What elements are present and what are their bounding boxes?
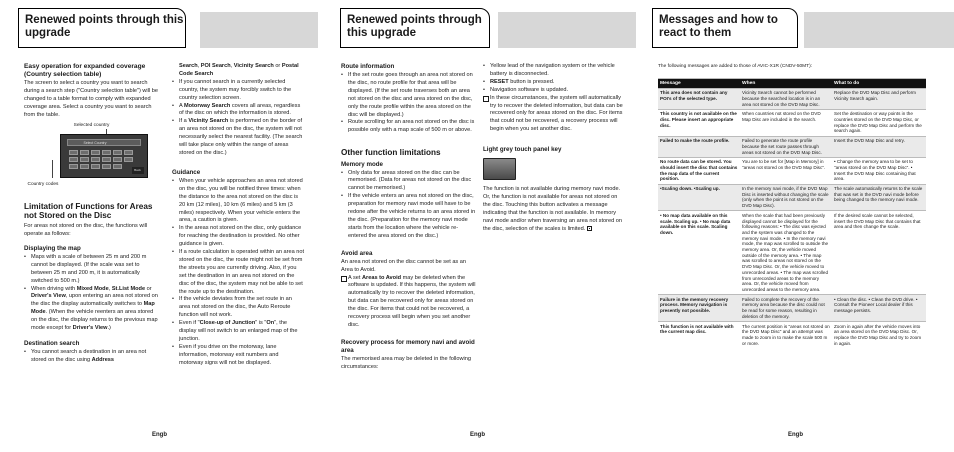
recovery-body: The memorised area may be deleted in the following circumstances: xyxy=(341,355,471,370)
cell-todo: Zoom in again after the vehicle moves into an area stored on the DVD Map Disc. Or, replace the DVD Map Disc and try to zoom in again. xyxy=(832,322,926,348)
memory-bullet-1: • Only data for areas stored on the disc can be memorised. (Data for areas not stored on the disc cannot be memorised.) xyxy=(341,170,477,194)
cell-when: Failed to complete the recovery of the memory area because the disc could not be read for some reason, resulting in deletion of the memory. xyxy=(740,295,832,322)
dest-title: Destination search xyxy=(24,340,80,347)
cell-when: When countries not stored on the DVD Map Disc are included in the search. xyxy=(740,109,832,136)
table-row xyxy=(658,184,926,211)
route-title: Route information xyxy=(341,63,395,70)
cell-when: The current position is "areas not stored on the DVD Map Disc" and an attempt was made to zoom in to make the scale 500 m or more. xyxy=(740,322,832,348)
cell-message: No route data can be stored. You should insert the disc that contains the map data of the current position. xyxy=(658,157,740,184)
other-title: Other function limitations xyxy=(341,148,441,158)
table-row xyxy=(658,322,926,348)
page-header: Renewed points through this upgrade xyxy=(340,8,490,48)
guidance-bullet-1: • When your vehicle approaches an area not stored on the disc, you will be notified three times: when the distance to the area not stored on the disc is 20 km (12 miles), 10 km (6 miles) and 5 km (3 miles) respectively. When your vehicle enters the area, a caution is given. xyxy=(172,178,304,225)
display-bullet-1: • Maps with a scale of between 25 m and 200 m cannot be displayed. (If the scale was set to between 25 m and 200 m, it is automatically switched to 500 m.) xyxy=(24,254,159,286)
column-2 xyxy=(483,63,623,234)
table-row xyxy=(658,109,926,136)
guidance-title: Guidance xyxy=(172,168,201,176)
cell-when: In the memory navi mode, if the DVD Map Disc is inserted without changing the scale (only when the point is not stored on the DVD Map Disc). xyxy=(740,184,832,211)
route-bullet-1: • If the set route goes through an area not stored on the disc, no route profile for that area will be displayed. (If the set route traverses both an area not stored on the disc and area stored on the disc, only the route profile within the area stored on the disc will be displayed.) xyxy=(341,72,477,119)
guidance-bullet-6: • Even if you drive on the motorway, lane information, motorway exit numbers and motorway signs will not be displayed. xyxy=(172,344,304,368)
cell-when: When the scale that had been previously displayed cannot be displayed for the following reasons: • The disc was ejected and the system was changed to the memory navi mode. • In the memory navi mode, the map was scrolled to outside the memory area. Or, the vehicle moved outside of the memory area. • The map was scrolled to areas not stored on the DVD Map Disc. Or, the vehicle moved to unrecorded areas. • The map was scrolled from unrecorded areas to the memory area. Or, the vehicle moved from unrecorded areas to the memory area. xyxy=(740,211,832,295)
cell-when: You are to be set for [Map in Memory] in "areas not stored on the DVD Map Disc". xyxy=(740,157,832,184)
header-when: When xyxy=(740,79,832,89)
cell-todo: The scale automatically returns to the scale that was set in the DVD navi mode before being changed to the memory navi mode. xyxy=(832,184,926,211)
grey-key-title: Light grey touch panel key xyxy=(483,146,562,154)
grey-touch-panel-key-icon xyxy=(483,158,516,180)
table-row xyxy=(658,157,926,184)
page-1 xyxy=(0,0,318,452)
table-row xyxy=(658,211,926,295)
avoid-body: An area not stored on the disc cannot be set as an Area to Avoid. xyxy=(341,258,467,273)
country-table-figure xyxy=(27,122,150,188)
messages-table xyxy=(658,78,926,348)
dest-bullet-3: • A Motorway Search covers all areas, regardless of the disc on which the information is stored. xyxy=(172,103,304,119)
guidance-bullet-4: • If the vehicle deviates from the set route in an area not stored on the disc, the Auto Reroute function will not work. xyxy=(172,296,304,320)
avoid-title: Avoid area xyxy=(341,249,373,257)
grey-key-body: The function is not available during memory navi mode. Or, the function is not available for areas not stored on the disc. Touching this button activates a message indicating that the function is not available. In memory navi mode and/or when traversing an area not stored on the disc, selection of the scales is limited. xyxy=(483,186,622,232)
cell-when: Vicinity Search cannot be performed because the searched location is in an area not stored on the DVD Map Disc. xyxy=(740,88,832,109)
cell-when: Failed to generate the route profile because the set route passes through areas not stored on the DVD Map Disc. xyxy=(740,136,832,157)
page-2 xyxy=(318,0,636,452)
cell-message: This country is not available on the disc. Please insert an appropriate disc. xyxy=(658,109,740,136)
page-footer: Engb xyxy=(152,432,167,438)
cell-todo: Replace the DVD Map Disc and perform Vicinity Search again. xyxy=(832,88,926,109)
memory-bullet-2: • If the vehicle enters an area not stored on the disc, preparation for memory navi mode will have to be redone after the vehicle returns to an area stored in the disc. (Preparation for the memory navi mode starts from the location where the vehicle re-entered the area stored on the disc.) xyxy=(341,193,477,240)
header-bar xyxy=(804,12,954,48)
recovery-bullet-1: • Yellow lead of the navigation system or the vehicle battery is disconnected. xyxy=(483,63,623,79)
cell-todo: If the desired scale cannot be selected, insert the DVD Map Disc that contains that area and then change the scale. xyxy=(832,211,926,295)
page-header: Renewed points through this upgrade xyxy=(18,8,186,48)
dest-bullet-2: • If you cannot search in a currently selected country, the system may forcibly switch to the country selection screen. xyxy=(172,79,304,103)
easy-body: The screen to select a country you want to search during a search step ("Country selection table") will be changed to a table format to comply with expanded coverage area. Select a country you want to search from the table. xyxy=(24,80,158,118)
header-todo: What to do xyxy=(832,79,926,89)
dest-continued: Search, POI Search, Vicinity Search or Postal Code Search xyxy=(179,63,299,77)
page-header: Messages and how to react to them xyxy=(652,8,798,48)
cell-message: This area does not contain any POI's of the selected type. xyxy=(658,88,740,109)
limit-title: Limitation of Functions for Areas not Stored on the Disc xyxy=(24,201,153,220)
cell-todo: Insert the DVD Map Disc and retry. xyxy=(832,136,926,157)
cell-todo: • Change the memory area to be set to "areas stored on the DVD Map Disc". • Insert the DVD Map Disc containing that area. xyxy=(832,157,926,184)
page-footer: Engb xyxy=(788,432,803,438)
fig-caption-top: Selected country xyxy=(73,122,110,128)
cell-message: This function is not available with the current map disc. xyxy=(658,322,740,348)
route-bullet-2: • Route scrolling for an area not stored on the disc is possible only with a map scale of 500 m or above. xyxy=(341,119,477,135)
guidance-bullet-3: • If a route calculation is operated within an area not stored on the disc, the route might not be set from the streets you are currently driving. Also, if you set the destination in an area not stored on the disc of the disc, the system may not be able to set the route up to the destination. xyxy=(172,249,304,296)
dest-bullet-1: • You cannot search a destination in an area not stored on the disc using Address xyxy=(24,349,159,365)
display-title: Displaying the map xyxy=(24,244,81,252)
recovery-title: Recovery process for memory navi and avoid area xyxy=(341,338,475,354)
display-bullet-2: • When driving with Mixed Mode, St.List Mode or Driver's View, upon entering an area not stored on the disc the display automatically switches to Map Mode. (When the vehicle reenters an area stored on the disc, the display returns to the previous map mode except for Driver's View.) xyxy=(24,286,159,333)
cell-message: Failed to make the route profile. xyxy=(658,136,740,157)
page-footer: Engb xyxy=(470,432,485,438)
cell-message: • No map data available on this scale. Scaling up. • No map data available on this scale. Scaling down. xyxy=(658,211,740,295)
guidance-bullet-5: • Even if "Close-up of Junction" is "On", the display will not switch to an enlarged map of the junction. xyxy=(172,320,304,344)
table-header-row xyxy=(658,79,926,89)
guidance-bullet-2: • In the areas not stored on the disc, only guidance for reaching the destination is provided. No other guidance is given. xyxy=(172,225,304,249)
easy-title: Easy operation for expanded coverage (Country selection table) xyxy=(24,63,146,78)
cell-todo: Set the destination or way points in the countries stored on the DVD Map Disc, or replace the DVD Map Disc and perform the search again. xyxy=(832,109,926,136)
recovery-note: In these circumstances, the system will automatically try to recover the deleted information, but data can be recovered only for areas stored on the disc. For items that could not be recovered, a recovery process will begin when you set another disc. xyxy=(483,95,623,135)
recovery-bullet-2: • RESET button is pressed. xyxy=(483,79,623,87)
cell-message: •Scaling down. •Scaling up. xyxy=(658,184,740,211)
limit-body: For areas not stored on the disc, the functions will operate as follows: xyxy=(24,223,148,238)
table-row xyxy=(658,295,926,322)
column-1 xyxy=(24,63,159,365)
fig-caption-bottom: Country codes xyxy=(27,181,59,187)
fig-bar: Select Country xyxy=(67,139,141,146)
table-row xyxy=(658,136,926,157)
dest-bullet-4: • If a Vicinity Search is performed on the border of an area not stored on the disc, the system will not necessarily select the nearest facility. (The search will take place only within the range of areas stored on the disc.) xyxy=(172,118,304,158)
memory-title: Memory mode xyxy=(341,160,383,168)
avoid-note: A set Areas to Avoid may be deleted when the software is updated. If this happens, the system will automatically try to recover the deleted information, but data can be recovered only for areas stored on the disc. For items that could not be recovered, a recovery process will begin when you set another disc. xyxy=(341,275,477,330)
header-bar xyxy=(498,12,636,48)
header-message: Message xyxy=(658,79,740,89)
fig-back-button: Back xyxy=(132,167,144,174)
end-mark-icon xyxy=(587,226,592,231)
column-2 xyxy=(172,63,304,368)
recovery-bullet-3: • Navigation software is updated. xyxy=(483,87,623,95)
country-table-screenshot xyxy=(60,134,148,178)
cell-todo: • Clean the disc. • Clean the DVD drive. • Consult the Pioneer Local dealer if this message persists. xyxy=(832,295,926,322)
column-1 xyxy=(341,63,477,372)
cell-message: Failure in the memory recovery process. Memory navigation is presently not possible. xyxy=(658,295,740,322)
header-bar xyxy=(200,12,318,48)
table-intro: The following messages are added to those of AVIC-X1R (CNDV-50MT): xyxy=(658,64,813,69)
table-row xyxy=(658,88,926,109)
